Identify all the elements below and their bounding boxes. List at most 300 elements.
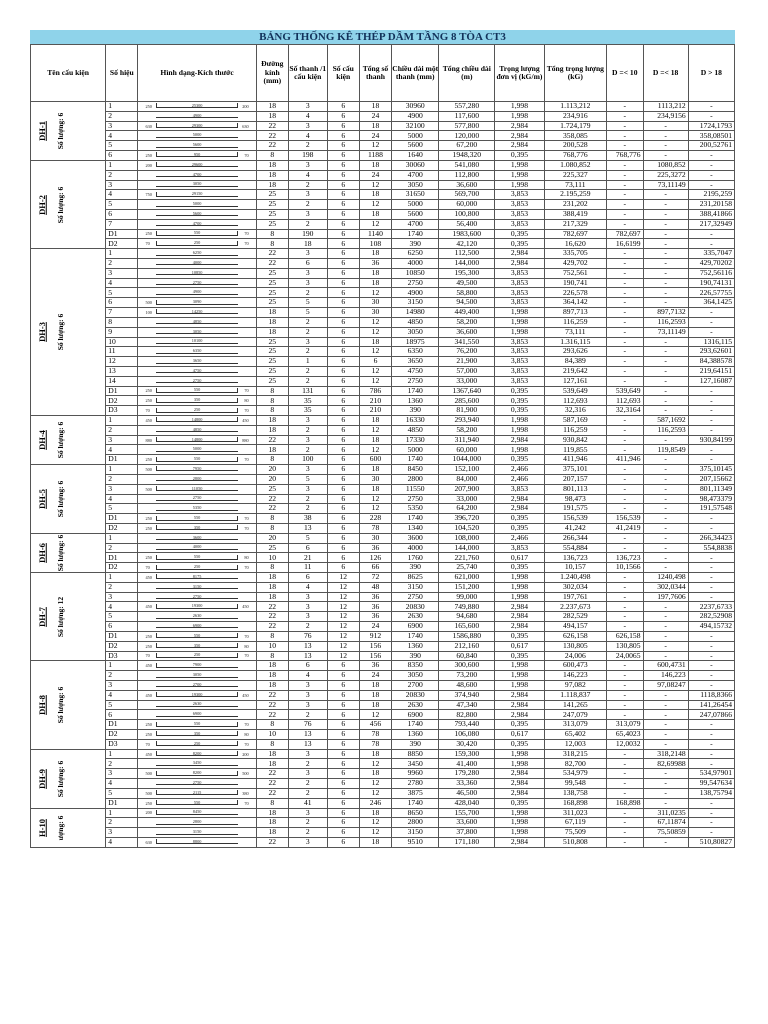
- cell-total-weight: 200,528: [544, 141, 606, 151]
- cell-diameter: 22: [256, 435, 288, 445]
- cell-diameter: 18: [256, 592, 288, 602]
- cell-total-length: 1586,880: [439, 631, 495, 641]
- cell-d-le-10: -: [607, 828, 644, 838]
- table-row: [31, 573, 735, 583]
- cell-d-le-18: -: [643, 739, 688, 749]
- cell-total-weight: 73,111: [544, 180, 606, 190]
- cell-total-bars: 18: [359, 416, 391, 426]
- header-d-le-18: D =< 18: [643, 45, 688, 102]
- cell-total-weight: 116,259: [544, 425, 606, 435]
- cell-diameter: 22: [256, 602, 288, 612]
- cell-total-weight: 930,842: [544, 435, 606, 445]
- cell-mark: 5: [106, 700, 138, 710]
- cell-bars-per-member: 3: [288, 690, 327, 700]
- cell-shape: [138, 837, 256, 847]
- cell-total-bars: 36: [359, 543, 391, 553]
- cell-d-le-18: -: [643, 455, 688, 465]
- table-body: [31, 102, 735, 848]
- cell-mark: 5: [106, 200, 138, 210]
- cell-shape: [138, 484, 256, 494]
- cell-total-bars: 210: [359, 406, 391, 416]
- bar-shape-sketch: 500 500 8200: [145, 770, 249, 777]
- bar-shape-sketch: 10850: [138, 269, 255, 277]
- cell-total-length: 64,200: [439, 504, 495, 514]
- cell-total-length: 33,000: [439, 494, 495, 504]
- table-row: [31, 229, 735, 239]
- table-row: [31, 622, 735, 632]
- bar-shape-sketch: 3050: [138, 328, 255, 336]
- cell-total-weight: 768,776: [544, 151, 606, 161]
- cell-total-weight: 73,111: [544, 327, 606, 337]
- cell-d-le-10: -: [607, 602, 644, 612]
- bar-shape-sketch: 6350: [138, 348, 255, 356]
- cell-bar-length: 3150: [392, 828, 439, 838]
- cell-bar-length: 2800: [392, 818, 439, 828]
- cell-mark: D2: [106, 523, 138, 533]
- table-row: [31, 465, 735, 475]
- cell-member-count: 6: [327, 366, 359, 376]
- table-row: [31, 337, 735, 347]
- cell-unit-weight: 1,998: [495, 828, 544, 838]
- cell-total-bars: 18: [359, 680, 391, 690]
- cell-bars-per-member: 3: [288, 102, 327, 112]
- table-row: [31, 543, 735, 553]
- cell-diameter: 25: [256, 209, 288, 219]
- cell-shape: [138, 553, 256, 563]
- cell-mark: D2: [106, 563, 138, 573]
- bar-shape-sketch: 5000: [138, 132, 255, 140]
- cell-member-count: 6: [327, 445, 359, 455]
- bar-shape-sketch: 2630: [138, 613, 255, 621]
- cell-total-bars: 12: [359, 494, 391, 504]
- cell-d-gt-18: -: [688, 553, 734, 563]
- cell-bar-length: 3150: [392, 582, 439, 592]
- cell-shape: [138, 209, 256, 219]
- cell-shape: [138, 268, 256, 278]
- bar-shape-sketch: 70 70 250: [145, 564, 249, 571]
- cell-total-weight: 190,741: [544, 278, 606, 288]
- cell-bars-per-member: 3: [288, 837, 327, 847]
- cell-total-bars: 18: [359, 121, 391, 131]
- cell-mark: 3: [106, 828, 138, 838]
- cell-shape: [138, 710, 256, 720]
- steel-schedule-sheet: [30, 30, 735, 848]
- cell-d-gt-18: 266,34423: [688, 533, 734, 543]
- cell-total-length: 76,200: [439, 347, 495, 357]
- cell-d-gt-18: 358,08501: [688, 131, 734, 141]
- cell-d-gt-18: -: [688, 180, 734, 190]
- cell-d-le-18: -: [643, 229, 688, 239]
- cell-unit-weight: 1,998: [495, 416, 544, 426]
- table-row: [31, 435, 735, 445]
- cell-bars-per-member: 3: [288, 749, 327, 759]
- bar-shape-sketch: 2700: [138, 681, 255, 689]
- cell-mark: 3: [106, 268, 138, 278]
- bar-shape-sketch: 880 880 14800: [145, 436, 249, 443]
- cell-mark: 6: [106, 209, 138, 219]
- bar-shape-sketch: 5350: [138, 505, 255, 513]
- cell-shape: [138, 779, 256, 789]
- cell-bars-per-member: 41: [288, 798, 327, 808]
- cell-bar-length: 1740: [392, 514, 439, 524]
- cell-d-le-10: -: [607, 484, 644, 494]
- cell-member-count: 6: [327, 474, 359, 484]
- member-name: DH-1: [36, 121, 47, 141]
- cell-d-le-18: -: [643, 533, 688, 543]
- cell-bars-per-member: 5: [288, 298, 327, 308]
- cell-mark: 3: [106, 180, 138, 190]
- cell-mark: 11: [106, 347, 138, 357]
- cell-d-gt-18: 127,16087: [688, 376, 734, 386]
- cell-total-weight: 247,079: [544, 710, 606, 720]
- table-row: [31, 131, 735, 141]
- cell-unit-weight: 0,395: [495, 631, 544, 641]
- cell-bars-per-member: 3: [288, 337, 327, 347]
- cell-bars-per-member: 3: [288, 160, 327, 170]
- cell-total-weight: 98,473: [544, 494, 606, 504]
- cell-total-weight: 231,202: [544, 200, 606, 210]
- cell-d-gt-18: 801,11349: [688, 484, 734, 494]
- cell-total-bars: 456: [359, 720, 391, 730]
- cell-d-le-18: -: [643, 612, 688, 622]
- cell-diameter: 8: [256, 151, 288, 161]
- cell-bar-length: 8450: [392, 465, 439, 475]
- cell-total-weight: 16,620: [544, 239, 606, 249]
- cell-d-le-10: -: [607, 661, 644, 671]
- cell-unit-weight: 0,395: [495, 514, 544, 524]
- cell-diameter: 18: [256, 102, 288, 112]
- table-row: [31, 700, 735, 710]
- member-cell: [31, 661, 106, 749]
- member-cell: [31, 416, 106, 465]
- cell-d-gt-18: -: [688, 808, 734, 818]
- table-row: [31, 141, 735, 151]
- cell-diameter: 22: [256, 612, 288, 622]
- cell-shape: [138, 406, 256, 416]
- cell-unit-weight: 0,395: [495, 720, 544, 730]
- bar-shape-sketch: 450 7900: [138, 662, 255, 670]
- cell-d-gt-18: 226,57755: [688, 288, 734, 298]
- cell-d-le-10: -: [607, 533, 644, 543]
- cell-bars-per-member: 3: [288, 209, 327, 219]
- cell-shape: [138, 612, 256, 622]
- cell-unit-weight: 3,853: [495, 219, 544, 229]
- cell-diameter: 25: [256, 268, 288, 278]
- table-row: [31, 739, 735, 749]
- cell-unit-weight: 1,998: [495, 160, 544, 170]
- cell-bar-length: 2700: [392, 680, 439, 690]
- cell-total-weight: 116,259: [544, 317, 606, 327]
- table-row: [31, 121, 735, 131]
- cell-d-le-18: -: [643, 249, 688, 259]
- cell-d-le-10: -: [607, 327, 644, 337]
- cell-d-gt-18: 364,1425: [688, 298, 734, 308]
- cell-bars-per-member: 190: [288, 229, 327, 239]
- cell-d-le-18: -: [643, 622, 688, 632]
- cell-total-weight: 99,548: [544, 779, 606, 789]
- cell-d-le-10: 16,6199: [607, 239, 644, 249]
- cell-unit-weight: 1,998: [495, 102, 544, 112]
- table-row: [31, 347, 735, 357]
- cell-total-bars: 12: [359, 710, 391, 720]
- cell-member-count: 6: [327, 209, 359, 219]
- cell-total-weight: 375,101: [544, 465, 606, 475]
- cell-bars-per-member: 13: [288, 739, 327, 749]
- table-row: [31, 386, 735, 396]
- cell-d-le-18: -: [643, 504, 688, 514]
- cell-bars-per-member: 2: [288, 445, 327, 455]
- cell-total-bars: 12: [359, 288, 391, 298]
- cell-member-count: 6: [327, 759, 359, 769]
- cell-member-count: 12: [327, 651, 359, 661]
- header-bar-length: Chiều dài một thanh (mm): [392, 45, 439, 102]
- cell-bar-length: 4000: [392, 259, 439, 269]
- cell-member-count: 6: [327, 808, 359, 818]
- cell-total-length: 1044,000: [439, 455, 495, 465]
- cell-shape: [138, 425, 256, 435]
- cell-d-le-18: 225,3272: [643, 170, 688, 180]
- header-unit-weight: Trọng lượng đơn vị (kG/m): [495, 45, 544, 102]
- cell-total-length: 33,600: [439, 818, 495, 828]
- cell-shape: [138, 631, 256, 641]
- cell-bar-length: 9960: [392, 769, 439, 779]
- table-row: [31, 749, 735, 759]
- table-row: [31, 808, 735, 818]
- cell-total-weight: 119,855: [544, 445, 606, 455]
- cell-bars-per-member: 3: [288, 278, 327, 288]
- table-row: [31, 268, 735, 278]
- cell-member-count: 12: [327, 631, 359, 641]
- cell-shape: [138, 337, 256, 347]
- cell-shape: [138, 504, 256, 514]
- member-cell: [31, 573, 106, 661]
- cell-d-le-10: -: [607, 347, 644, 357]
- cell-d-gt-18: 494,15732: [688, 622, 734, 632]
- cell-member-count: 6: [327, 268, 359, 278]
- bar-shape-sketch: 250 70 950: [145, 151, 249, 158]
- cell-shape: [138, 366, 256, 376]
- cell-shape: [138, 533, 256, 543]
- cell-total-weight: 1.316,115: [544, 337, 606, 347]
- cell-bar-length: 2630: [392, 700, 439, 710]
- cell-member-count: 6: [327, 160, 359, 170]
- cell-member-count: 6: [327, 690, 359, 700]
- cell-total-weight: 494,157: [544, 622, 606, 632]
- cell-diameter: 18: [256, 828, 288, 838]
- cell-mark: 3: [106, 121, 138, 131]
- table-row: [31, 484, 735, 494]
- cell-diameter: 25: [256, 357, 288, 367]
- cell-bars-per-member: 3: [288, 680, 327, 690]
- cell-d-gt-18: -: [688, 455, 734, 465]
- cell-member-count: 6: [327, 465, 359, 475]
- cell-diameter: 25: [256, 219, 288, 229]
- cell-bars-per-member: 6: [288, 543, 327, 553]
- bar-shape-sketch: 4000: [138, 544, 255, 552]
- cell-d-le-18: -: [643, 779, 688, 789]
- cell-mark: 4: [106, 445, 138, 455]
- cell-shape: [138, 249, 256, 259]
- cell-d-le-18: -: [643, 190, 688, 200]
- cell-d-le-10: -: [607, 808, 644, 818]
- cell-d-le-18: 67,11874: [643, 818, 688, 828]
- cell-unit-weight: 1,998: [495, 818, 544, 828]
- cell-total-weight: 97,082: [544, 680, 606, 690]
- cell-mark: 6: [106, 151, 138, 161]
- cell-shape: [138, 622, 256, 632]
- cell-total-length: 569,700: [439, 190, 495, 200]
- cell-total-weight: 388,419: [544, 209, 606, 219]
- cell-total-weight: 12,003: [544, 739, 606, 749]
- cell-d-le-18: -: [643, 396, 688, 406]
- cell-bars-per-member: 11: [288, 563, 327, 573]
- cell-d-gt-18: 510,80827: [688, 837, 734, 847]
- cell-shape: [138, 151, 256, 161]
- cell-total-bars: 18: [359, 837, 391, 847]
- cell-member-count: 6: [327, 219, 359, 229]
- cell-diameter: 8: [256, 514, 288, 524]
- cell-diameter: 20: [256, 465, 288, 475]
- bar-shape-sketch: 2750: [138, 593, 255, 601]
- cell-member-count: 6: [327, 739, 359, 749]
- cell-member-count: 6: [327, 111, 359, 121]
- cell-bar-length: 3600: [392, 533, 439, 543]
- table-row: [31, 455, 735, 465]
- member-quantity: Số lượng: 6: [55, 421, 65, 459]
- cell-unit-weight: 2,984: [495, 769, 544, 779]
- cell-d-gt-18: -: [688, 573, 734, 583]
- cell-shape: [138, 661, 256, 671]
- cell-d-gt-18: 231,20158: [688, 200, 734, 210]
- cell-member-count: 6: [327, 327, 359, 337]
- cell-total-length: 99,000: [439, 592, 495, 602]
- cell-bars-per-member: 3: [288, 249, 327, 259]
- member-cell: [31, 749, 106, 808]
- cell-total-length: 179,280: [439, 769, 495, 779]
- cell-bars-per-member: 5: [288, 474, 327, 484]
- cell-total-length: 449,400: [439, 308, 495, 318]
- cell-unit-weight: 0,395: [495, 739, 544, 749]
- cell-member-count: 6: [327, 347, 359, 357]
- cell-total-bars: 18: [359, 465, 391, 475]
- cell-diameter: 25: [256, 376, 288, 386]
- cell-d-gt-18: 1118,8366: [688, 690, 734, 700]
- cell-total-weight: 539,649: [544, 386, 606, 396]
- bar-shape-sketch: 250 80 350: [145, 730, 249, 737]
- bar-shape-sketch: 500 3090: [138, 299, 255, 307]
- cell-total-weight: 626,158: [544, 631, 606, 641]
- cell-diameter: 25: [256, 288, 288, 298]
- cell-total-bars: 78: [359, 523, 391, 533]
- cell-bar-length: 2800: [392, 474, 439, 484]
- cell-d-le-18: -: [643, 435, 688, 445]
- cell-member-count: 6: [327, 553, 359, 563]
- cell-bars-per-member: 2: [288, 504, 327, 514]
- bar-shape-sketch: 4700: [138, 220, 255, 228]
- cell-bars-per-member: 2: [288, 494, 327, 504]
- cell-unit-weight: 2,984: [495, 249, 544, 259]
- cell-diameter: 8: [256, 406, 288, 416]
- cell-diameter: 18: [256, 317, 288, 327]
- member-name: DH-3: [36, 322, 47, 343]
- cell-bars-per-member: 2: [288, 376, 327, 386]
- cell-bar-length: 2750: [392, 376, 439, 386]
- cell-bar-length: 30960: [392, 102, 439, 112]
- cell-total-weight: 41,242: [544, 523, 606, 533]
- cell-total-weight: 67,119: [544, 818, 606, 828]
- cell-total-length: 396,720: [439, 514, 495, 524]
- cell-total-weight: 141,265: [544, 700, 606, 710]
- cell-total-bars: 1188: [359, 151, 391, 161]
- cell-mark: 5: [106, 504, 138, 514]
- table-row: [31, 111, 735, 121]
- cell-member-count: 12: [327, 592, 359, 602]
- table-row: [31, 425, 735, 435]
- bar-shape-sketch: 3450: [138, 760, 255, 768]
- cell-member-count: 6: [327, 278, 359, 288]
- member-cell: [31, 249, 106, 416]
- cell-d-le-18: 97,08247: [643, 680, 688, 690]
- cell-d-le-10: -: [607, 180, 644, 190]
- cell-total-length: 428,040: [439, 798, 495, 808]
- cell-bars-per-member: 4: [288, 131, 327, 141]
- cell-total-length: 793,440: [439, 720, 495, 730]
- cell-total-length: 1948,320: [439, 151, 495, 161]
- table-row: [31, 661, 735, 671]
- cell-mark: 2: [106, 111, 138, 121]
- bar-shape-sketch: 3150: [138, 583, 255, 591]
- cell-mark: 3: [106, 769, 138, 779]
- cell-total-bars: 228: [359, 514, 391, 524]
- cell-bar-length: 2750: [392, 592, 439, 602]
- cell-unit-weight: 1,998: [495, 170, 544, 180]
- table-row: [31, 514, 735, 524]
- cell-total-length: 151,200: [439, 582, 495, 592]
- cell-unit-weight: 2,984: [495, 259, 544, 269]
- header-diameter: Đường kính (mm): [256, 45, 288, 102]
- cell-d-le-10: 411,946: [607, 455, 644, 465]
- cell-mark: 1: [106, 573, 138, 583]
- cell-d-le-18: -: [643, 798, 688, 808]
- cell-bar-length: 3650: [392, 357, 439, 367]
- cell-total-length: 112,500: [439, 249, 495, 259]
- cell-d-le-10: -: [607, 249, 644, 259]
- bar-shape-sketch: 70 70 250: [145, 407, 249, 414]
- cell-diameter: 8: [256, 386, 288, 396]
- cell-total-bars: 12: [359, 141, 391, 151]
- cell-member-count: 12: [327, 622, 359, 632]
- table-row: [31, 249, 735, 259]
- cell-total-weight: 2.195,259: [544, 190, 606, 200]
- cell-total-bars: 36: [359, 592, 391, 602]
- cell-unit-weight: 3,853: [495, 484, 544, 494]
- cell-mark: D1: [106, 455, 138, 465]
- cell-diameter: 18: [256, 170, 288, 180]
- cell-d-le-10: 168,898: [607, 798, 644, 808]
- cell-total-bars: 36: [359, 602, 391, 612]
- cell-bars-per-member: 2: [288, 180, 327, 190]
- bar-shape-sketch: 250 70 550: [145, 456, 249, 463]
- cell-bars-per-member: 13: [288, 523, 327, 533]
- cell-total-length: 57,000: [439, 366, 495, 376]
- member-quantity: Số lượng: 6: [55, 313, 65, 351]
- cell-unit-weight: 3,853: [495, 543, 544, 553]
- cell-diameter: 8: [256, 523, 288, 533]
- member-quantity: Số lượng: 6: [55, 186, 65, 223]
- cell-d-gt-18: -: [688, 514, 734, 524]
- cell-d-le-18: -: [643, 563, 688, 573]
- cell-bar-length: 8650: [392, 808, 439, 818]
